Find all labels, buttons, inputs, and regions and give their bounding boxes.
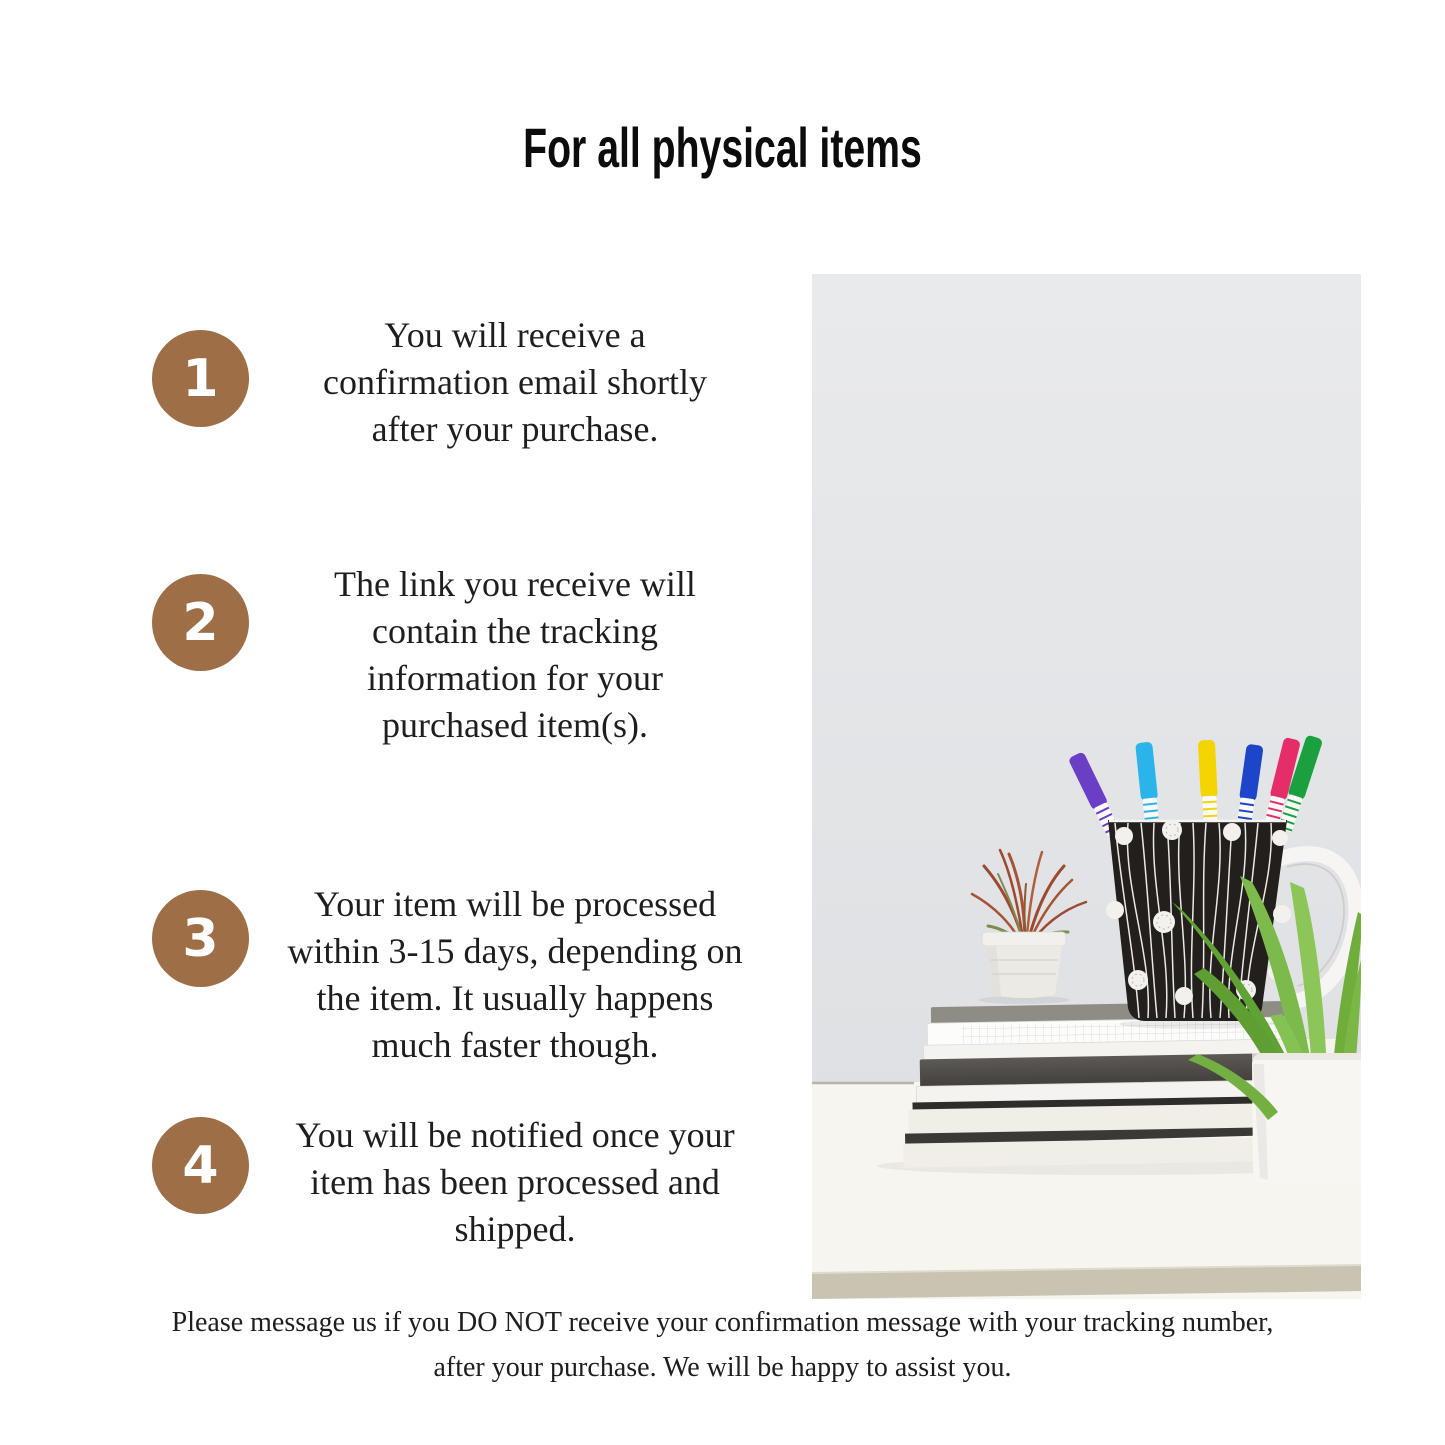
- step-text-line: The link you receive will: [334, 564, 696, 604]
- page-title: For all physical items: [523, 116, 922, 179]
- step-text-line: purchased item(s).: [382, 705, 648, 745]
- step-text-line: You will be notified once your: [295, 1115, 735, 1155]
- step-3-text: [205, 881, 825, 1069]
- step-text-line: You will receive a: [384, 315, 646, 355]
- step-text-line: after your purchase.: [371, 409, 659, 449]
- step-text-line: item has been processed and: [310, 1162, 720, 1202]
- footer-note: [0, 1300, 1445, 1390]
- step-text-line: Your item will be processed: [313, 884, 717, 924]
- step-text-line: the item. It usually happens: [316, 978, 714, 1018]
- desk-photo: [812, 274, 1361, 1299]
- step-1-text: [205, 312, 825, 453]
- air-plant-pot: [982, 932, 1066, 998]
- step-text-line: confirmation email shortly: [323, 362, 707, 402]
- footer-line: Please message us if you DO NOT receive your confirmation message with your tracking number,: [171, 1307, 1274, 1338]
- step-3-number: 3: [182, 908, 219, 969]
- footer-line: after your purchase. We will be happy to assist you.: [433, 1352, 1012, 1383]
- step-1-number: 1: [182, 348, 219, 409]
- step-2-text: [205, 561, 825, 749]
- step-4-number: 4: [182, 1135, 219, 1196]
- step-text-line: information for your: [367, 658, 663, 698]
- step-text-line: contain the tracking: [372, 611, 658, 651]
- step-2-number: 2: [182, 592, 219, 653]
- desk-photo-svg: [812, 274, 1361, 1299]
- step-text-line: shipped.: [454, 1209, 576, 1249]
- step-text-line: much faster though.: [371, 1025, 659, 1065]
- step-4-text: [205, 1112, 825, 1253]
- step-text-line: within 3-15 days, depending on: [287, 931, 743, 971]
